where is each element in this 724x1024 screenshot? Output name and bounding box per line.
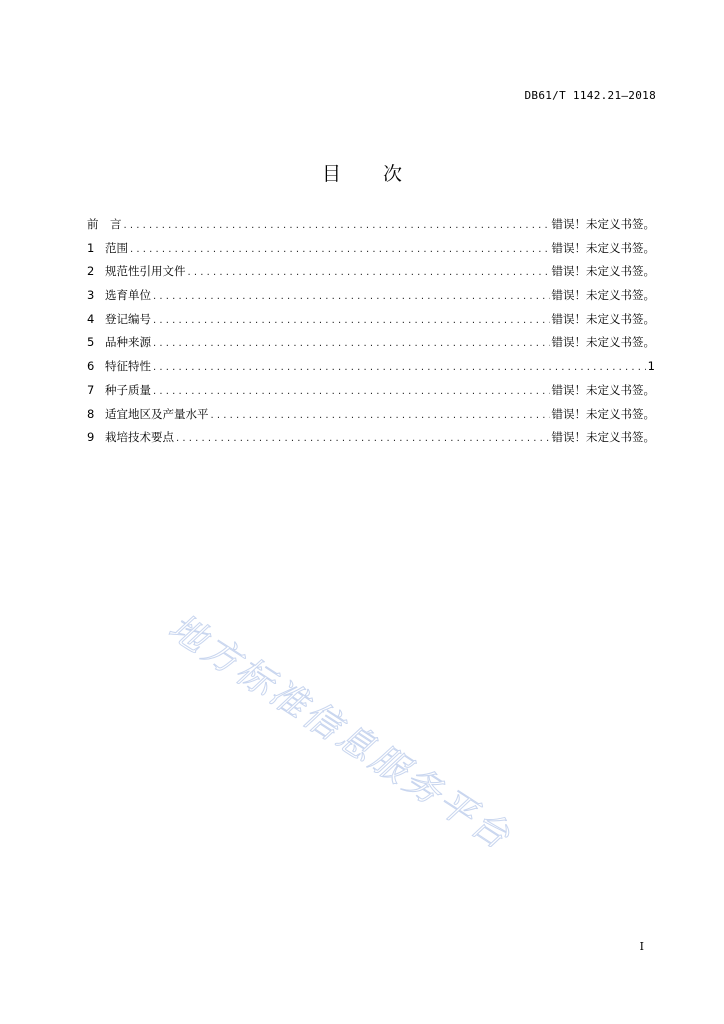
page-number: I [639,940,644,953]
toc-entry-page: 错误！未定义书签。 [551,382,655,397]
toc-leader-dots [124,220,550,231]
toc-entry-label: 种子质量 [105,382,151,397]
page-title: 目 次 [321,163,421,185]
toc-entry-label: 栽培技术要点 [105,430,174,445]
toc-entry-page: 错误！未定义书签。 [551,264,655,279]
toc-entry-page: 错误！未定义书签。 [551,288,655,303]
toc-entry-label: 登记编号 [105,311,151,326]
toc-leader-dots [188,267,550,278]
toc-leader-dots [153,338,550,349]
toc-entry-page: 1 [647,359,655,374]
watermark: 地方标准信息服务平台 [161,606,520,859]
toc-leader-dots [153,291,550,302]
toc-entry-label: 适宜地区及产量水平 [105,406,209,421]
toc-entry-label: 范围 [105,240,128,255]
toc-leader-dots [130,244,550,255]
toc-entry-number: 2 [87,264,95,279]
toc-entry-7[interactable] [87,382,655,406]
toc-entry-9[interactable] [87,429,655,453]
toc-entry-number: 8 [87,406,95,421]
table-of-contents [87,216,655,453]
toc-entry-3[interactable] [87,287,655,311]
toc-entry-number: 9 [87,430,95,445]
toc-leader-dots [176,433,550,444]
toc-entry-label: 规范性引用文件 [105,264,186,279]
toc-entry-5[interactable] [87,334,655,358]
toc-entry-page: 错误！未定义书签。 [551,240,655,255]
toc-entry-number: 3 [87,288,95,303]
toc-entry-page: 错误！未定义书签。 [551,311,655,326]
toc-entry-label: 品种来源 [105,335,151,350]
toc-entry-number: 1 [87,240,95,255]
toc-entry-4[interactable] [87,311,655,335]
toc-entry-foreword[interactable] [87,216,655,240]
toc-entry-1[interactable] [87,240,655,264]
document-id: DB61/T 1142.21—2018 [524,89,656,102]
toc-entry-2[interactable] [87,263,655,287]
toc-entry-page: 错误！未定义书签。 [551,335,655,350]
toc-entry-6[interactable] [87,358,655,382]
toc-leader-dots [153,315,550,326]
toc-entry-number: 5 [87,335,95,350]
toc-leader-dots [153,362,646,373]
toc-entry-8[interactable] [87,406,655,430]
toc-entry-number: 6 [87,359,95,374]
toc-entry-page: 错误！未定义书签。 [551,430,655,445]
toc-leader-dots [153,386,550,397]
toc-entry-label: 特征特性 [105,359,151,374]
toc-entry-label: 前 言 [87,217,122,231]
toc-leader-dots [211,410,550,421]
toc-entry-number: 7 [87,382,95,397]
toc-entry-label: 选育单位 [105,288,151,303]
toc-entry-page: 错误！未定义书签。 [551,217,655,231]
toc-entry-page: 错误！未定义书签。 [551,406,655,421]
toc-entry-number: 4 [87,311,95,326]
